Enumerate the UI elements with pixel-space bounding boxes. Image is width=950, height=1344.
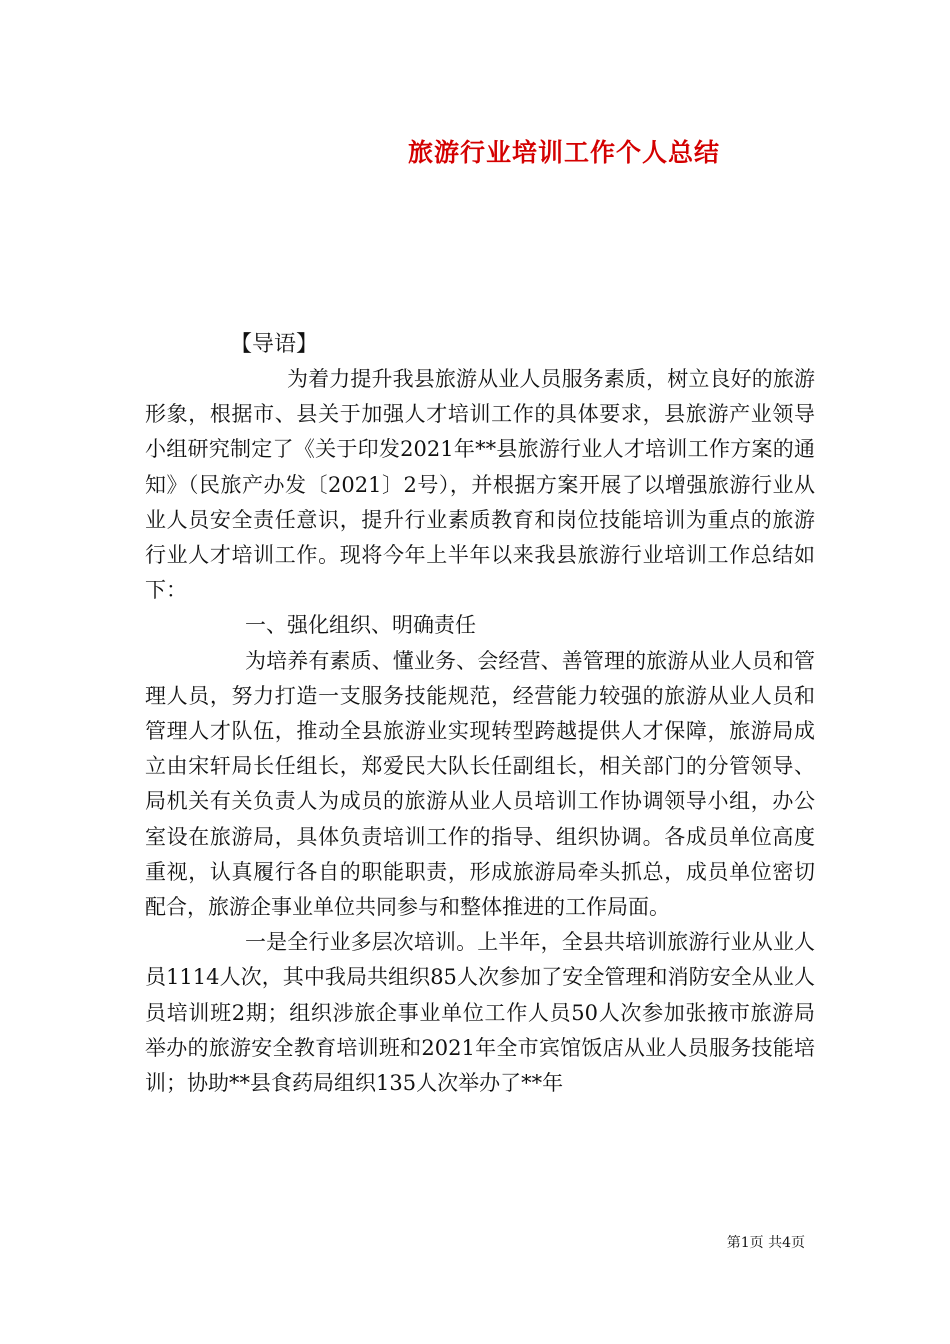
document-title: 旅游行业培训工作个人总结 [407, 138, 720, 167]
lead-label: 【导语】 [230, 332, 319, 357]
document-body [145, 362, 815, 1101]
body-paragraph: 一是全行业多层次培训。上半年，全县共培训旅游行业从业人员1114人次，其中我局共组织85人次参加了安全管理和消防安全从业人员培训班2期；组织涉旅企事业单位工作人员50人次参加张掖市旅游局举办的旅游安全教育培训班和2021年全市宾馆饭店从业人员服务技能培训；协助**县食药局组织135人次举办了**年 [145, 930, 815, 1096]
section-heading: 一、强化组织、明确责任 [245, 613, 476, 638]
body-paragraph: 为培养有素质、懂业务、会经营、善管理的旅游从业人员和管理人员，努力打造一支服务技能规范，经营能力较强的旅游从业人员和管理人才队伍，推动全县旅游业实现转型跨越提供人才保障，旅游局成立由宋轩局长任组长，郑爱民大队长任副组长，相关部门的分管领导、局机关有关负责人为成员的旅游从业人员培训工作协调领导小组，办公室设在旅游局，具体负责培训工作的指导、组织协调。各成员单位高度重视，认真履行各自的职能职责，形成旅游局牵头抓总，成员单位密切配合，旅游企事业单位共同参与和整体推进的工作局面。 [145, 648, 815, 920]
intro-paragraph: 为着力提升我县旅游从业人员服务素质，树立良好的旅游形象，根据市、县关于加强人才培训工作的具体要求，县旅游产业领导小组研究制定了《关于印发2021年**县旅游行业人才培训工作方案的通知》（民旅产办发〔2021〕2号），并根据方案开展了以增强旅游行业从业人员安全责任意识，提升行业素质教育和岗位技能培训为重点的旅游行业人才培训工作。现将今年上半年以来我县旅游行业培训工作总结如下： [145, 367, 815, 603]
page-footer: 第1页 共4页 [726, 1235, 805, 1251]
